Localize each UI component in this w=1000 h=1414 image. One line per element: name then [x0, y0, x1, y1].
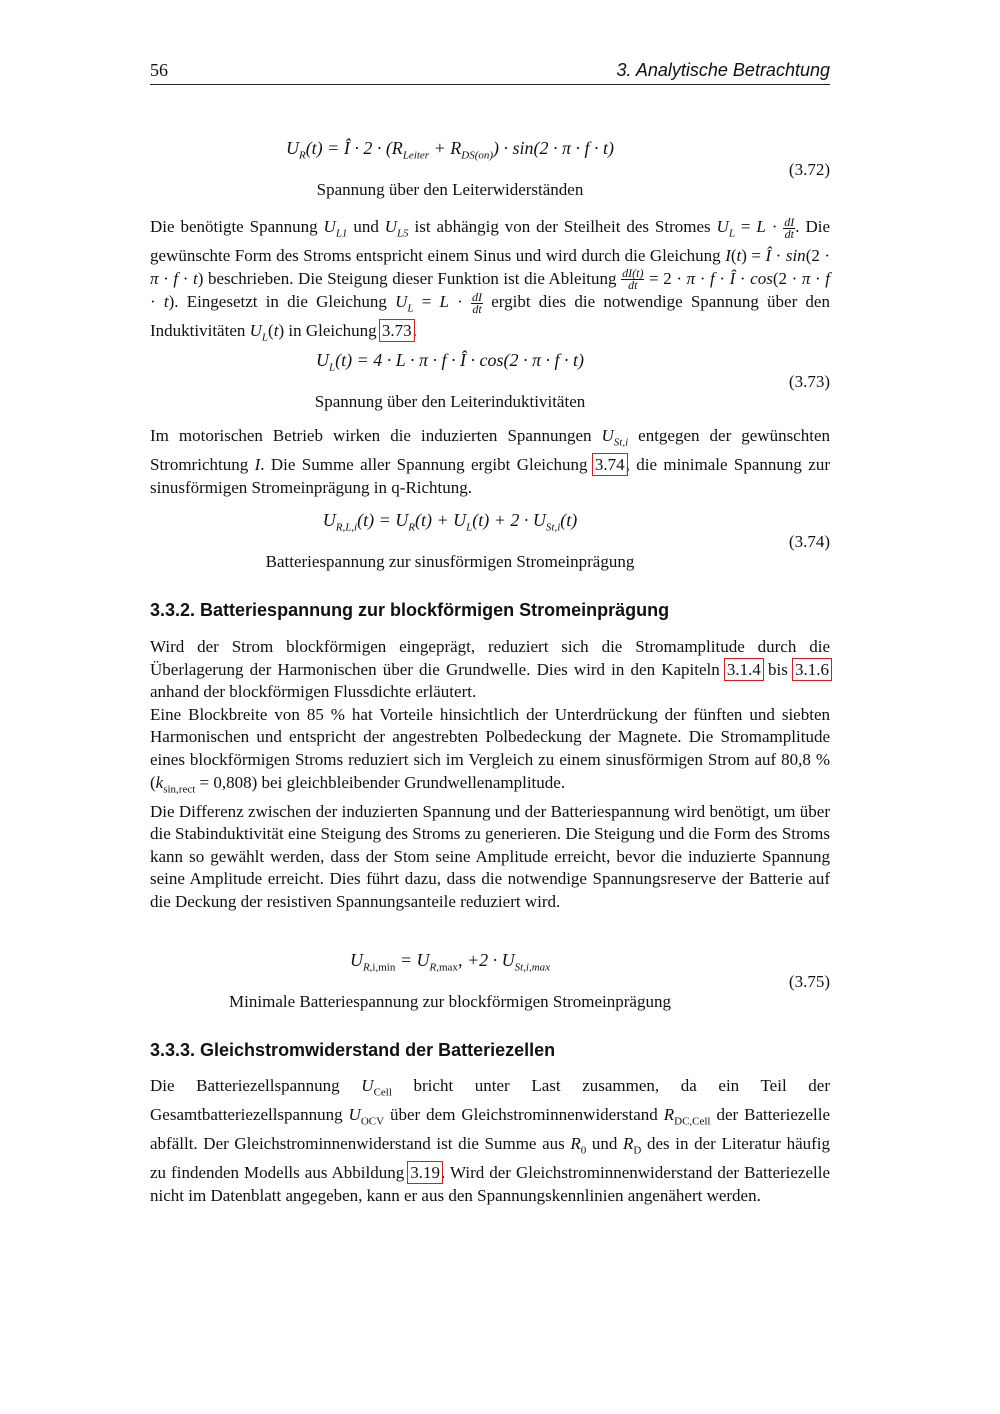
equation-3-72 — [150, 138, 830, 200]
paragraph: Die Batteriezellspannung $U_{Cell}$ bricht unter Last zusammen, da ein Teil der Gesamtbatteriezellspannung $U_{OCV}$ über dem Gleichstrominnenwiderstand $R_{DC,Cell}$ der Batteriezelle abfällt. Der Gleichstrominnenwiderstand ist die Summe aus $R_0$ und $R_D$ des in der Literatur häufig zu findenden Modells aus Abbildung 3.19. Wird der Gleichstrominnenwiderstand der Batteriezelle nicht im Datenblatt angegeben, kann er aus den Spannungskennlinien angenähert werden. — [150, 1076, 830, 1205]
equation-formula: $U_L(t) = 4 \cdot L \cdot \pi \cdot f$ · Î · cos(2 · π · f · t) — [316, 350, 584, 374]
figure-link[interactable]: 3.19 — [410, 1162, 441, 1182]
equation-3-75 — [150, 950, 830, 1012]
equation-link[interactable]: 3.74 — [594, 454, 625, 474]
equation-number: (3.73) — [788, 372, 830, 391]
section-heading: 3.3.2. Batteriespannung zur blockförmigen Stromeinprägung — [150, 600, 670, 620]
paragraph: Die benötigte Spannung $U_{L1}$ und $U_{L5}$ ist abhängig von der Steilheit des Stromes $U_L = L$ · $\frac{dI}{dt}$ . Die gewünschte Form des Stroms entspricht einem Sinus und wird durch die Gleichung I(t) = Î · sin(2 · π · f · t) beschrieben. Die Steigung dieser Funktion ist die Ableitung $\frac{dI(t)}{dt}$ = 2 · π · f · Î · cos(2 · π · f · t). Eingesetzt in die Gleichung $U_L = L$ · $\frac{dI}{dt}$ ergibt dies die notwendige Spannung über den Induktivitäten $U_L(t)$ in Gleichung 3.73. — [150, 214, 831, 344]
paragraph: Im motorischen Betrieb wirken die induzierten Spannungen $U_{St,i}$ entgegen der gewünschten Stromrichtung I. Die Summe aller Spannung ergibt Gleichung 3.74, die minimale Spannung zur sinusförmigen Stromeinprägung in q-Richtung. — [150, 426, 830, 497]
equation-formula: $U_R(t)$ = Î · $2 \cdot (R_{Leiter} + R_{DS(on)}) \cdot \sin(2 \cdot \pi \cdot f \cdot t)$ — [285, 138, 615, 162]
equation-formula: $U_{R,L,i}(t) = U_R(t) + U_L(t) + 2 \cdot U_{St,i}(t)$ — [322, 510, 578, 534]
equation-formula: $U_{R,i,min} = U_{R,max}$, $+2 \cdot U_{St,i,max}$ — [349, 950, 551, 974]
equation-number: (3.75) — [788, 972, 830, 991]
section-heading: 3.3.3. Gleichstromwiderstand der Batteriezellen — [150, 1040, 556, 1060]
equation-caption: Batteriespannung zur sinusförmigen Stromeinprägung — [265, 551, 635, 571]
equation-number: (3.74) — [788, 532, 830, 551]
equation-caption: Spannung über den Leiterinduktivitäten — [314, 391, 586, 411]
equation-number: (3.72) — [788, 160, 830, 179]
equation-caption: Spannung über den Leiterwiderständen — [316, 179, 584, 199]
equation-link[interactable]: 3.73 — [381, 321, 412, 341]
running-title: 3. Analytische Betrachtung — [616, 60, 830, 80]
section-link[interactable]: 3.1.6 — [795, 659, 829, 679]
equation-3-73 — [150, 350, 830, 412]
page-number: 56 — [150, 60, 168, 80]
page-header — [150, 58, 830, 85]
equation-3-74 — [150, 510, 830, 572]
section-link[interactable]: 3.1.4 — [726, 659, 761, 679]
equation-caption: Minimale Batteriespannung zur blockförmigen Stromeinprägung — [229, 991, 671, 1011]
paragraph: Wird der Strom blockförmigen eingeprägt, reduziert sich die Stromamplitude durch die Überlagerung der Harmonischen über die Grundwelle. Dies wird in den Kapiteln 3.1.4 bis 3.1.6 anhand der blockförmigen Flussdichte erläutert. Eine Blockbreite von 85 % hat Vorteile hinsichtlich der Unterdrückung der fünften und siebten Harmonischen und entspricht der angestrebten Polbedeckung der Magnete. Die Stromamplitude eines blockförmigen Stroms reduziert sich im Vergleich zu einem sinusförmigen Strom auf 80,8 % $(k_{sin,rect} = 0,808)$ bei gleichbleibender Grundwellenamplitude. Die Differenz zwischen der induzierten Spannung und der Batteriespannung wird benötigt, um über die Stabinduktivität eine Steigung des Stroms zu generieren. Die Steigung und die Form des Stroms kann so gewählt werden, dass der Stom seine Amplitude erreicht, bevor die induzierte Spannung seine Amplitude erreicht. Dies führt dazu, dass die notwendige Spannungsreserve der Batterie auf die Deckung der resistiven Spannungsanteile reduziert wird. — [150, 637, 830, 911]
